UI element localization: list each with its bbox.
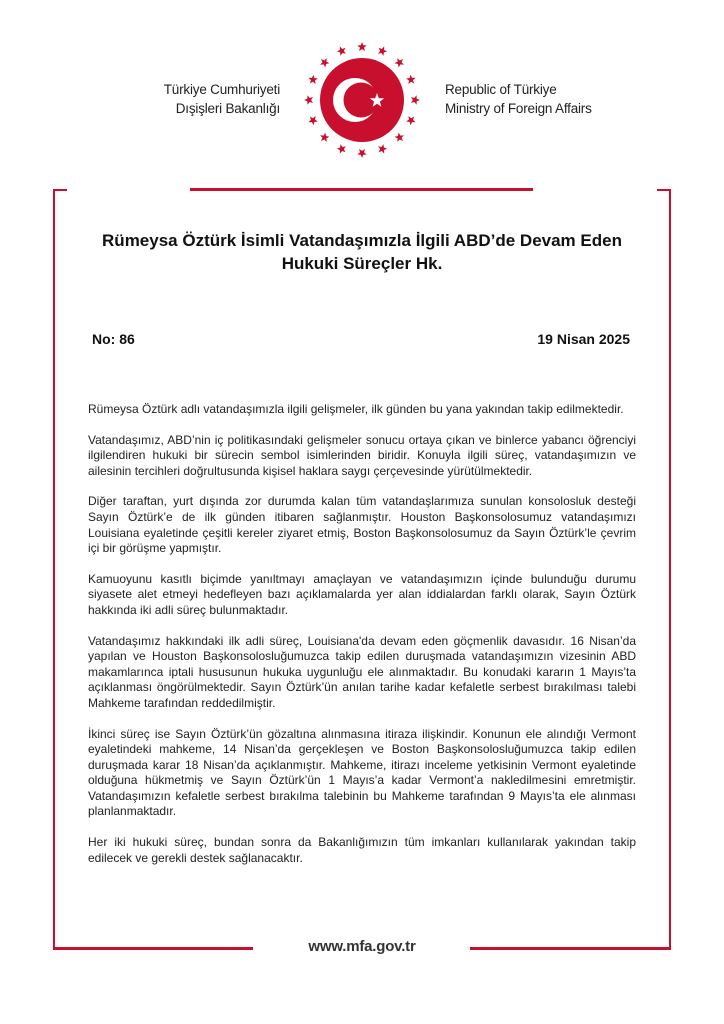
- org-en-line2: Ministry of Foreign Affairs: [445, 101, 592, 116]
- frame-corner-top-left: [53, 189, 67, 191]
- paragraph: Her iki hukuki süreç, bundan sonra da Bakanlığımızın tüm imkanları kullanılarak yakından takip edilecek ve gerekli destek sağlanacaktır.: [88, 835, 636, 865]
- paragraph: İkinci süreç ise Sayın Öztürk’ün gözaltına alınmasına itiraza ilişkindir. Konunun ele alındığı Vermont eyaletindeki mahkeme, 14 Nisan’da gerçekleşen ve Boston Başkonsolosluğumuzca takip edilen duruşmada karar 18 Nisan’da açıklanmıştır. Mahkeme, itirazı inceleme yetkisinin Vermont eyaletinde olduğuna hükmetmiş ve Sayın Öztürk’ün 1 Mayıs’a kadar Vermont’a nakledilmesini emretmiştir. Vatandaşımızın kefaletle serbest bırakılma talebinin bu Mahkeme tarafından 9 Mayıs’ta ele alınması planlanmaktadır.: [88, 726, 636, 819]
- org-name-turkish: [150, 80, 280, 118]
- footer-divider-right: [470, 947, 671, 950]
- paragraph: Vatandaşımız, ABD’nin iç politikasındaki gelişmeler sonucu ortaya çıkan ve binlerce yabancı öğrenciyi ilgilendiren hukuki bir sürecin sembol isimlerinden biridir. Konuyla ilgili süreç, vatandaşımızın ve ailesinin tercihleri doğrultusunda kişisel haklara saygı çerçevesinde yürütülmektedir.: [88, 432, 636, 478]
- paragraph: Diğer taraftan, yurt dışında zor durumda kalan tüm vatandaşlarımıza sunulan konsolosluk desteği Sayın Öztürk’e de ilk günden itibaren sağlanmıştır. Houston Başkonsolosumuz vatandaşımızı Louisiana eyaletinde çeşitli kereler ziyaret etmiş, Boston Başkonsolosumuz da Sayın Öztürk’le çevrim içi bir görüşme yapmıştır.: [88, 494, 636, 556]
- frame-right-border: [669, 189, 671, 949]
- frame-left-border: [53, 189, 55, 949]
- org-tr-line1: Türkiye Cumhuriyeti: [163, 82, 280, 97]
- statement-number: No: 86: [92, 331, 135, 347]
- header-divider: [190, 188, 533, 191]
- frame-corner-top-right: [657, 189, 671, 191]
- org-tr-line2: Dışişleri Bakanlığı: [175, 101, 280, 116]
- statement-date: 19 Nisan 2025: [537, 331, 630, 347]
- website-link[interactable]: www.mfa.gov.tr: [308, 938, 416, 955]
- statement-title: Rümeysa Öztürk İsimli Vatandaşımızla İlgili ABD’de Devam Eden Hukuki Süreçler Hk.: [102, 231, 622, 273]
- paragraph: Vatandaşımız hakkındaki ilk adli süreç, Louisiana'da devam eden göçmenlik davasıdır. 16 Nisan’da yapılan ve Houston Başkonsolosluğumuzca takip edilen duruşmada vatandaşımızın vizesinin ABD makamlarınca iptali hususunun hukuka uygunluğu ele alınmaktadır. Bu konudaki kararın 1 Mayıs’ta açıklanması öngörülmektedir. Sayın Öztürk’ün anılan tarihe kadar kefaletle serbest bırakılması talebi Mahkeme tarafından reddedilmiştir.: [88, 633, 636, 710]
- footer-divider-left: [53, 947, 253, 950]
- org-en-line1: Republic of Türkiye: [445, 82, 557, 97]
- statement-body: [88, 402, 636, 881]
- star-crescent-seal-icon: [298, 36, 426, 164]
- org-name-english: [445, 80, 625, 118]
- paragraph: Rümeysa Öztürk adlı vatandaşımızla ilgili gelişmeler, ilk günden bu yana yakından takip edilmektedir.: [88, 402, 624, 416]
- paragraph: Kamuoyunu kasıtlı biçimde yanıltmayı amaçlayan ve vatandaşımızın içinde bulunduğu durumu siyasete alet etmeyi hedefleyen bazı açıklamalarda yer alan iddialardan farklı olarak, Sayın Öztürk hakkında iki adli süreç bulunmaktadır.: [88, 571, 636, 617]
